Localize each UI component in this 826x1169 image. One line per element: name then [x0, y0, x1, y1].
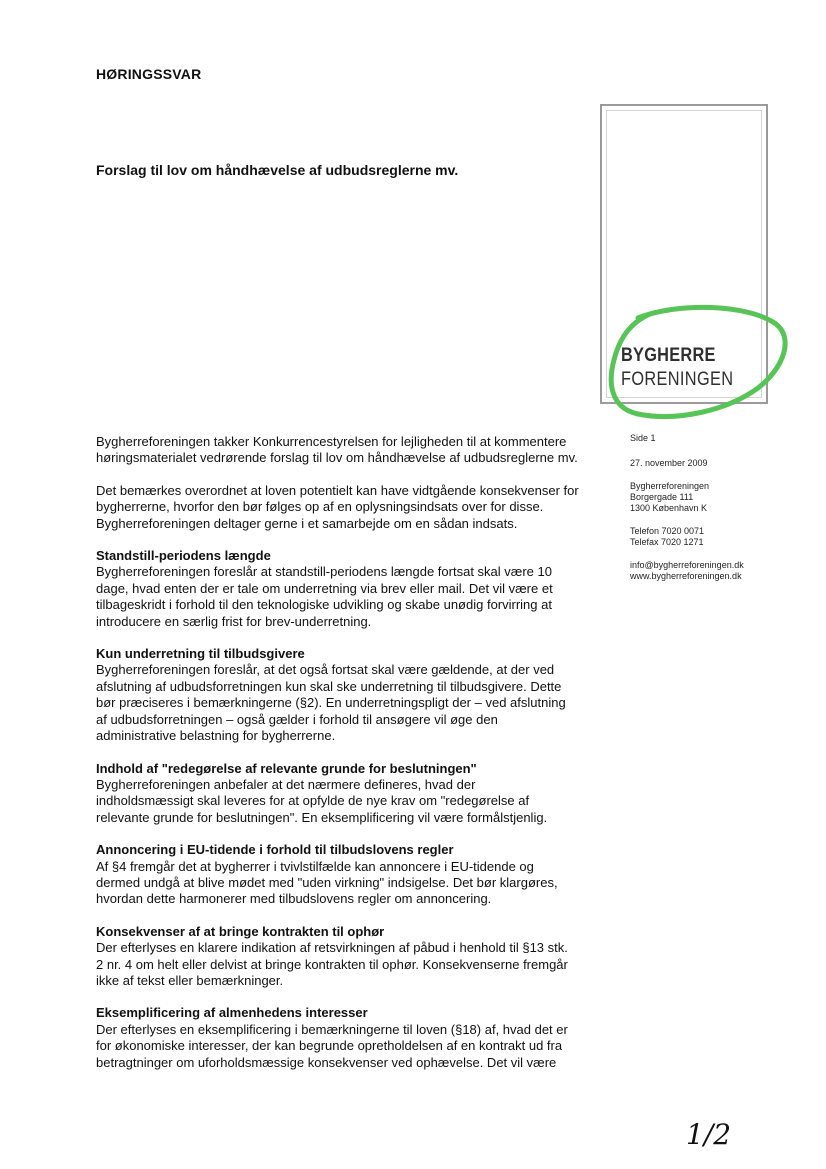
section: [96, 761, 606, 827]
section: [96, 924, 606, 990]
text-line: bygherrerne, hvorfor den bør følges op af en oplysningsindsats over for disse.: [96, 499, 544, 515]
intro-paragraph: [96, 434, 606, 467]
text-line: Der efterlyses en eksemplificering i bemærkningerne til loven (§18) af, hvad det er: [96, 1021, 568, 1037]
text-line: Bygherreforeningen takker Konkurrencestyrelsen for lejligheden til at kommentere: [96, 434, 567, 449]
text-line: af udbudsforretningen – også gælder i forhold til ansøgere vil øge den: [96, 711, 498, 727]
org-city: 1300 København K: [630, 503, 708, 513]
text-line: bør præciseres i bemærkningerne (§2). En underretningspligt der – ved afslutning: [96, 695, 566, 711]
text-line: Bygherreforeningen deltager gerne i et samarbejde om en sådan indsats.: [96, 515, 518, 531]
logo-text-foreningen: FORENINGEN: [621, 369, 734, 390]
text-line: introducere en særlig frist for brev-underretning.: [96, 613, 372, 629]
org-name: Bygherreforeningen: [630, 481, 710, 491]
text-line: betragtninger om uforholdsmæssige konsekvenser ved ophævelse. Det vil være: [96, 1054, 557, 1070]
text-line: høringsmaterialet vedrørende forslag til lov om håndhævelse af udbudsreglerne mv.: [96, 450, 578, 466]
body-text: [96, 434, 606, 1087]
logo-text-bygherre: BYGHERRE: [621, 345, 716, 366]
document-type-label: HØRINGSSVAR: [96, 66, 202, 82]
text-line: Bygherreforeningen foreslår, at det også fortsat skal være gældende, at der ved: [96, 662, 555, 678]
text-line: relevante grunde for beslutningen". En eksemplificering vil være formålstjenlig.: [96, 809, 548, 825]
text-line: dermed undgå at blive mødet med "uden virkning" indsigelse. Det bør klargøres,: [96, 874, 558, 890]
text-line: ikke af tekst eller bemærkninger.: [96, 972, 284, 988]
org-phone: Telefon 7020 0071: [630, 526, 705, 536]
text-line: 2 nr. 4 om helt eller delvist at bringe kontrakten til ophør. Konsekvenserne fremgår: [96, 956, 568, 972]
section-heading: Kun underretning til tilbudsgivere: [96, 646, 305, 662]
text-line: Bygherreforeningen foreslår at standstill-periodens længde fortsat skal være 10: [96, 564, 552, 580]
document-date: 27. november 2009: [630, 458, 708, 468]
text-line: afslutning af udbudsforretningen kun skal ske underretning til tilbudsgivere. Dette: [96, 678, 562, 694]
document-title: Forslag til lov om håndhævelse af udbudsreglerne mv.: [96, 162, 459, 178]
section: [96, 1005, 606, 1071]
text-line: dage, hvad enten der er tale om underretning via brev eller mail. Det vil være et: [96, 580, 553, 596]
section-heading: Annoncering i EU-tidende i forhold til tilbudslovens regler: [96, 842, 454, 858]
page-number: Side 1: [630, 433, 656, 443]
org-web-link[interactable]: www.bygherreforeningen.dk: [630, 571, 742, 581]
section-heading: Eksemplificering af almenhedens interesser: [96, 1005, 368, 1021]
section-heading: Standstill-periodens længde: [96, 548, 271, 564]
org-email-link[interactable]: info@bygherreforeningen.dk: [630, 560, 744, 570]
text-line: Der efterlyses en klarere indikation af retsvirkningen af påbud i henhold til §13 stk.: [96, 940, 568, 956]
org-fax: Telefax 7020 1271: [630, 537, 704, 547]
text-line: Af §4 fremgår det at bygherrer i tvivlstilfælde kan annoncere i EU-tidende og: [96, 858, 534, 874]
org-street: Borgergade 111: [630, 492, 694, 502]
text-line: for økonomiske interesser, der kan begrunde opretholdelsen af en kontrakt ud fra: [96, 1038, 563, 1054]
text-line: administrative belastning for bygherrerne.: [96, 728, 336, 744]
handwritten-page-mark: 1/2: [686, 1118, 732, 1151]
text-line: hvordan dette harmonerer med tilbudslovens regler om annoncering.: [96, 891, 492, 907]
text-line: Bygherreforeningen anbefaler at det nærmere defineres, hvad der: [96, 776, 476, 792]
section-heading: Konsekvenser af at bringe kontrakten til ophør: [96, 923, 385, 939]
section-heading: Indhold af "redegørelse af relevante grunde for beslutningen": [96, 760, 477, 776]
text-line: indholdsmæssigt skal leveres for at opfylde de nye krav om "redegørelse af: [96, 793, 530, 809]
text-line: Det bemærkes overordnet at loven potentielt kan have vidtgående konsekvenser for: [96, 482, 579, 498]
section: [96, 842, 606, 908]
intro-paragraph: [96, 483, 606, 532]
section: [96, 646, 606, 744]
section: [96, 548, 606, 630]
text-line: tilbageskridt i forhold til den teknologiske udvikling og skabe unødig forvirring at: [96, 597, 552, 613]
